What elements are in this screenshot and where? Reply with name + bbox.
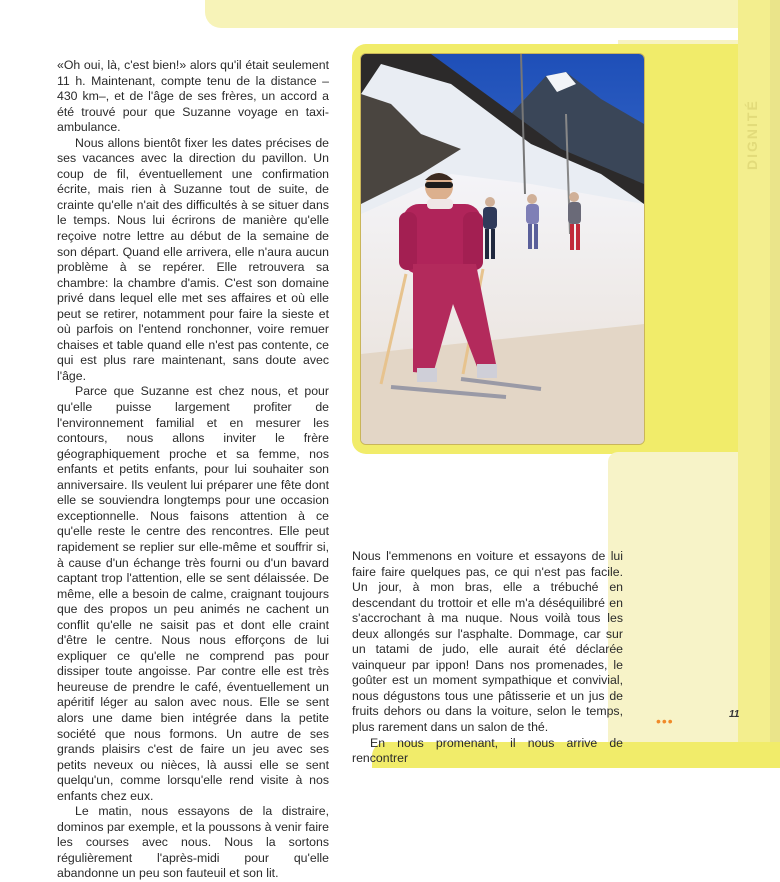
paragraph: Le matin, nous essayons de la distraire, dominos par exemple, et la poussons à venir faire les courses avec nous. Nous la sortons régulièrement l'après-midi pour qu'elle abandonne un peu son fauteuil et son lit. [57, 804, 329, 881]
pale-background-box [608, 452, 738, 742]
paragraph: Parce que Suzanne est chez nous, et pour qu'elle puisse largement profiter de l'environnement familial et en mesurer les contours, nous allons inviter le frère géographiquement proche et sa femme, nos enfants et petits enfants, pour lui souhaiter son anniversaire. Ils veulent lui préparer une fête dont elle se souviendra longtemps pour une occasion exceptionnelle. Nous faisons attention à ce qu'elle reste le centre des rencontres. Elle peut rapidement se replier sur elle-même et souffrir si, à cause d'un échange très fourni ou d'un bavard captant trop l'attention, elle se sent délaissée. De même, elle a besoin de calme, craignant toujours que des propos un peu animés ne cachent un conflit qu'elle ne saisit pas et dont elle craint d'être le centre. Nous nous efforçons de lui expliquer ce qu'elle ne comprend pas pour dissiper toute angoisse. Par contre elle est très heureuse de prendre le café, éventuellement un apéritif léger au salon avec nous. Elle se sent alors une dame bien intégrée dans la petite société que nous formons. Un autre de ses grands plaisirs c'est de faire un jeu avec ses petits neveux ou nièces, là aussi elle se sent quelqu'un, comme lorsqu'elle rend visite à nos enfants chez eux. [57, 384, 329, 803]
orange-dots-decoration: ••• [656, 713, 674, 729]
paragraph: «Oh oui, là, c'est bien!» alors qu'il était seulement 11 h. Maintenant, compte tenu de la distance –430 km–, et de l'âge de ses frères, un accord a été trouvé pour que Suzanne voyage en taxi-ambulance. [57, 58, 329, 135]
top-yellow-band [205, 0, 780, 28]
right-text-column [352, 549, 623, 767]
side-title: DIGNITÉ [744, 99, 760, 170]
paragraph: Nous l'emmenons en voiture et essayons de lui faire faire quelques pas, ce qui n'est pas facile. Un jour, à mon bras, elle a trébuché en descendant du trottoir et elle m'a déséquilibré en s'accrochant à ma nuque. Nous voilà tous les deux allongés sur l'asphalte. Dommage, car sur un tatami de judo, elle aurait été déclarée vainqueur par ippon! Dans nos promenades, le goûter est un moment sympathique et convivial, nous dégustons tous une pâtisserie et un jus de fruits dehors ou dans la voiture, selon le temps, plus rarement dans un salon de thé. [352, 549, 623, 735]
left-text-column [57, 58, 329, 882]
paragraph: Nous allons bientôt fixer les dates précises de ses vacances avec la direction du pavillon. Un coup de fil, éventuellement une confirmation écrite, mais rien à Suzanne tout de suite, de crainte qu'elle n'ait des difficultés à se situer dans le temps. Nous lui écrirons de manière qu'elle reçoive notre lettre au début de la semaine de son départ. Quand elle arrivera, elle n'aura aucun problème à se repérer. Elle retrouvera sa chambre: la chambre d'amis. C'est son domaine privé dans lequel elle met ses affaires et où elle peut se retirer, notamment pour faire la sieste et où parfois on l'entend ronchonner, voire remuer chaises et table quand elle n'est pas contente, ce qui est plus rare maintenant, sans doute avec l'âge. [57, 135, 329, 383]
page-number: 11 [729, 709, 740, 720]
paragraph: En nous promenant, il nous arrive de rencontrer [352, 735, 623, 766]
skiing-photo [360, 53, 645, 445]
